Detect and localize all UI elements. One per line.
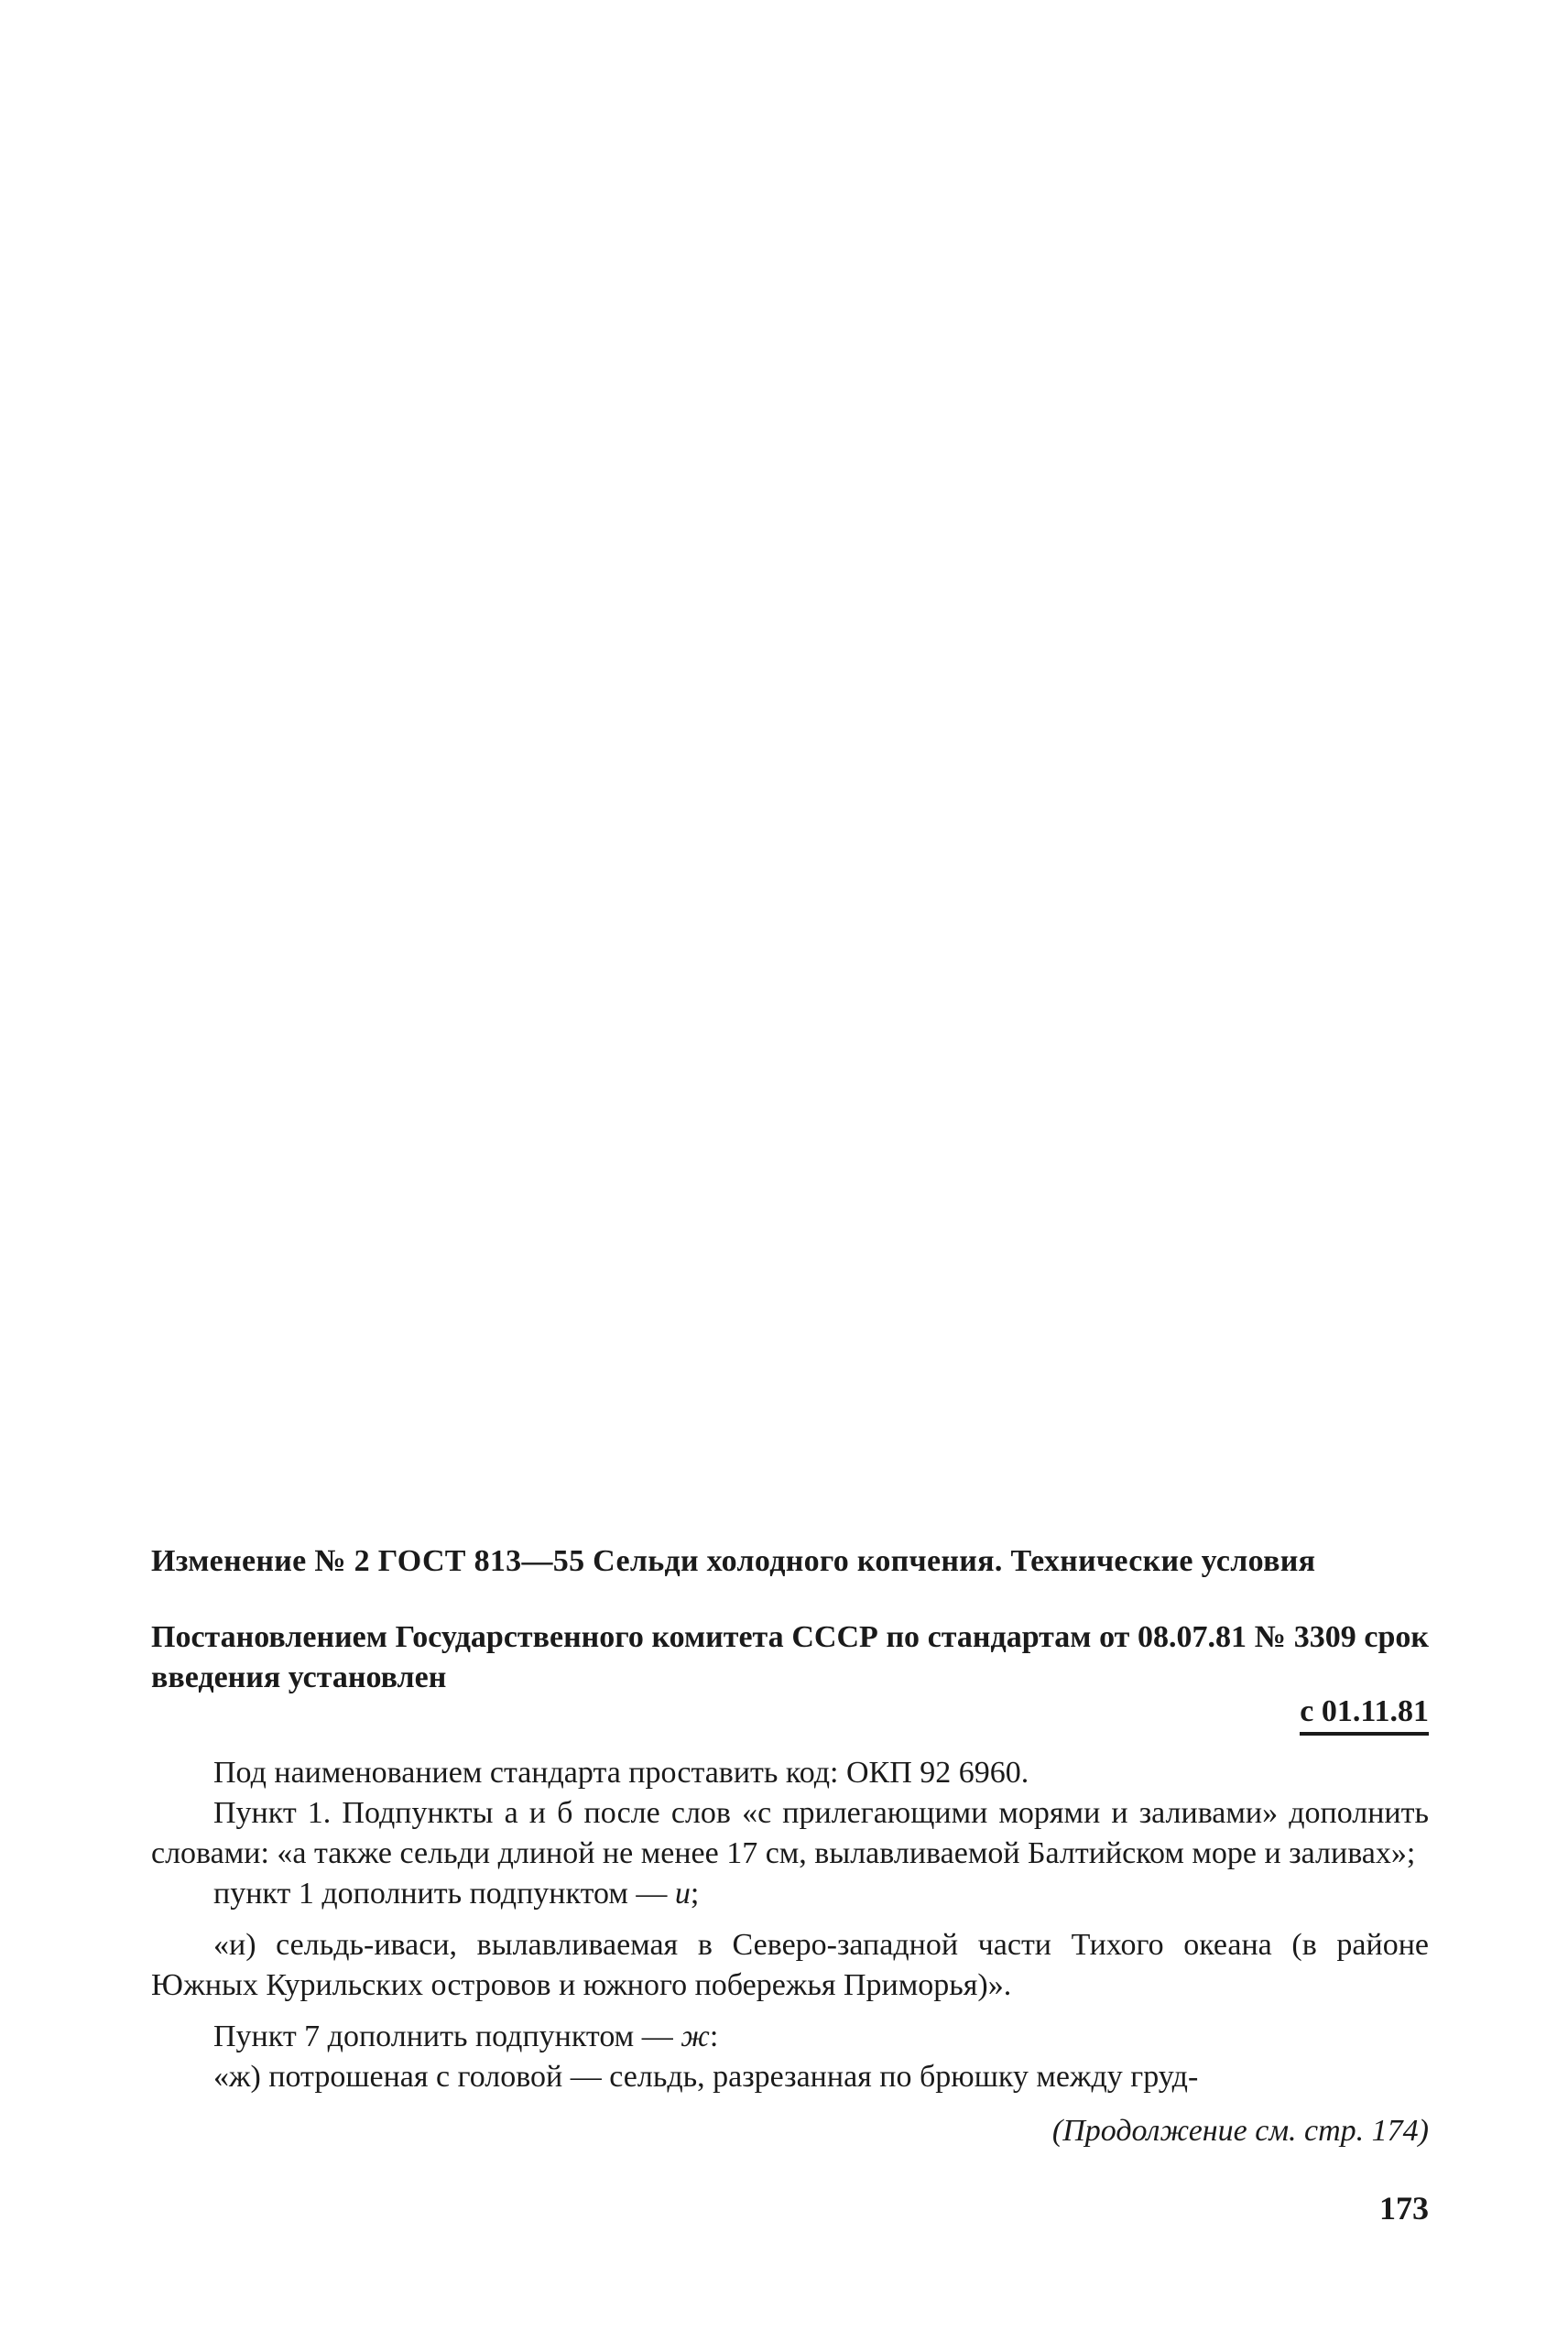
paragraph-item-1-addition-end: ; xyxy=(690,1877,700,1911)
paragraph-subitem-i: «и) сельдь-иваси, вылавливаемая в Северо-западной части Тихого океана (в районе Южных Курильских островов и южного побережья Приморья)». xyxy=(151,1928,1429,2002)
paragraph-item-7-text: Пункт 7 дополнить подпунктом — xyxy=(213,2020,681,2053)
continuation-note: (Продолжение см. стр. 174) xyxy=(1051,2114,1429,2148)
decree-text: Постановлением Государственного комитета СССР по стандартам от 08.07.81 № 3309 срок введения установлен xyxy=(151,1620,1429,1694)
paragraph-item-1: Пункт 1. Подпункты а и б после слов «с прилегающими морями и заливами» дополнить словами: «а также сельди длиной не менее 17 см, вылавливаемой Балтийском море и заливах»; xyxy=(151,1796,1429,1870)
subitem-letter-zh: ж xyxy=(681,2020,710,2053)
page-number: 173 xyxy=(1379,2190,1429,2227)
paragraph-item-7-end: : xyxy=(709,2020,719,2053)
amendment-body xyxy=(151,1753,1429,2097)
paragraph-item-1-addition xyxy=(151,1874,1429,1914)
subitem-letter-i: и xyxy=(674,1877,691,1911)
effective-date-block xyxy=(1300,1694,1429,1736)
paragraph-subitem-zh: «ж) потрошеная с головой — сельдь, разрезанная по брюшку между груд- xyxy=(213,2060,1199,2094)
paragraph-item-1-addition-text: пункт 1 дополнить подпунктом — xyxy=(213,1877,675,1911)
paragraph-okp-code: Под наименованием стандарта проставить код: ОКП 92 6960. xyxy=(213,1756,1029,1790)
amendment-title: Изменение № 2 ГОСТ 813—55 Сельди холодного копчения. Технические условия xyxy=(151,1544,1316,1578)
effective-date: с 01.11.81 xyxy=(1300,1694,1429,1736)
paragraph-item-7 xyxy=(151,2017,1429,2057)
